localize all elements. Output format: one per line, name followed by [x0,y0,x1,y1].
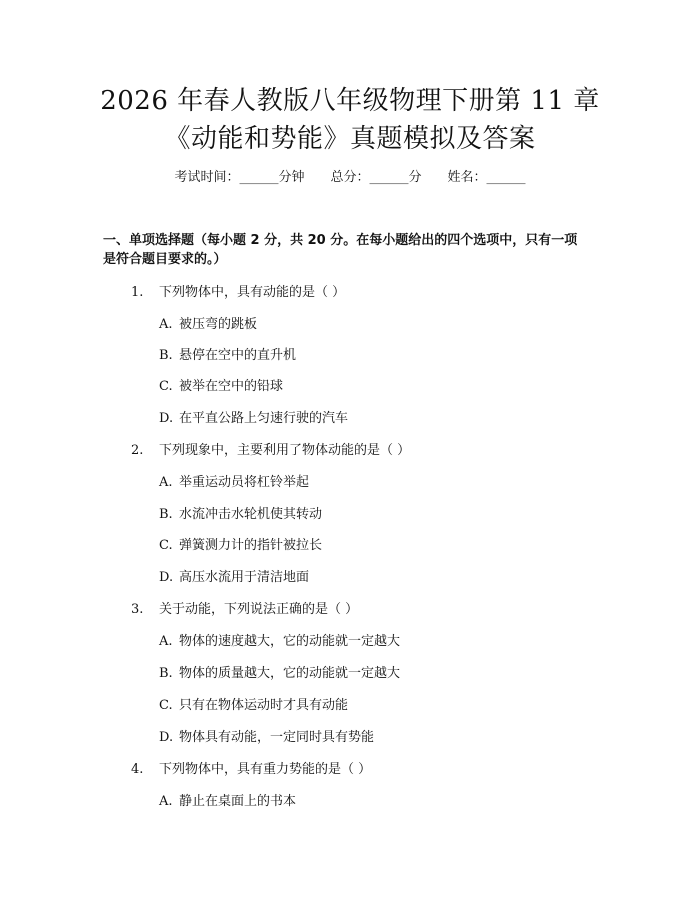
option-letter: D. [159,730,174,745]
question-number: 1. [131,285,144,300]
option-letter: D. [159,411,174,426]
page-title-line-1: 2026 年春人教版八年级物理下册第 11 章 [100,86,600,116]
question-number: 2. [131,443,144,458]
option-letter: B. [159,348,173,363]
option-letter: B. [159,666,173,681]
section-heading-line-1: 一、单项选择题（每小题 2 分，共 20 分。在每小题给出的四个选项中，只有一项 [103,233,578,248]
question-4 [131,760,371,780]
option-text: 举重运动员将杠铃举起 [179,475,310,490]
option-text: 被压弯的跳板 [179,317,258,332]
option-text: 水流冲击水轮机使其转动 [179,507,323,522]
option-text: 静止在桌面上的书本 [179,794,297,809]
option-3b [159,664,400,684]
exam-meta [0,168,700,188]
question-text: 下列现象中，主要利用了物体动能的是（ ） [159,443,411,458]
option-letter: A. [159,794,173,809]
option-letter: D. [159,570,174,585]
option-4a [159,792,296,812]
page-title-line-2: 《动能和势能》真题模拟及答案 [164,124,536,154]
option-3c [159,696,348,716]
option-text: 高压水流用于清洁地面 [179,570,310,585]
question-text: 下列物体中，具有动能的是（ ） [159,285,346,300]
option-letter: A. [159,317,173,332]
option-letter: C. [159,698,173,713]
option-2a [159,473,309,493]
option-letter: C. [159,379,173,394]
option-text: 弹簧测力计的指针被拉长 [179,538,323,553]
option-text: 在平直公路上匀速行驶的汽车 [179,411,349,426]
option-2b [159,505,322,525]
option-text: 物体的质量越大，它的动能就一定越大 [179,666,401,681]
question-number: 4. [131,762,144,777]
option-1d [159,409,348,429]
option-3d [159,728,374,748]
option-1c [159,377,283,397]
option-1a [159,315,257,335]
question-text: 下列物体中，具有重力势能的是（ ） [159,762,372,777]
question-2 [131,441,410,461]
option-2d [159,568,309,588]
option-letter: A. [159,634,173,649]
option-3a [159,632,400,652]
option-letter: A. [159,475,173,490]
question-3 [131,600,358,620]
option-text: 悬停在空中的直升机 [179,348,297,363]
option-text: 物体具有动能，一定同时具有势能 [179,730,375,745]
option-letter: B. [159,507,173,522]
exam-name: 姓名：______ [447,170,526,185]
question-number: 3. [131,602,144,617]
option-2c [159,536,322,556]
option-1b [159,346,296,366]
option-text: 被举在空中的铅球 [179,379,284,394]
question-text: 关于动能，下列说法正确的是（ ） [159,602,359,617]
question-1 [131,283,345,303]
option-letter: C. [159,538,173,553]
option-text: 只有在物体运动时才具有动能 [179,698,349,713]
section-heading-line-2: 是符合题目要求的。） [103,252,227,267]
exam-score: 总分：______分 [330,170,422,185]
option-text: 物体的速度越大，它的动能就一定越大 [179,634,401,649]
exam-time: 考试时间：______分钟 [174,170,305,185]
